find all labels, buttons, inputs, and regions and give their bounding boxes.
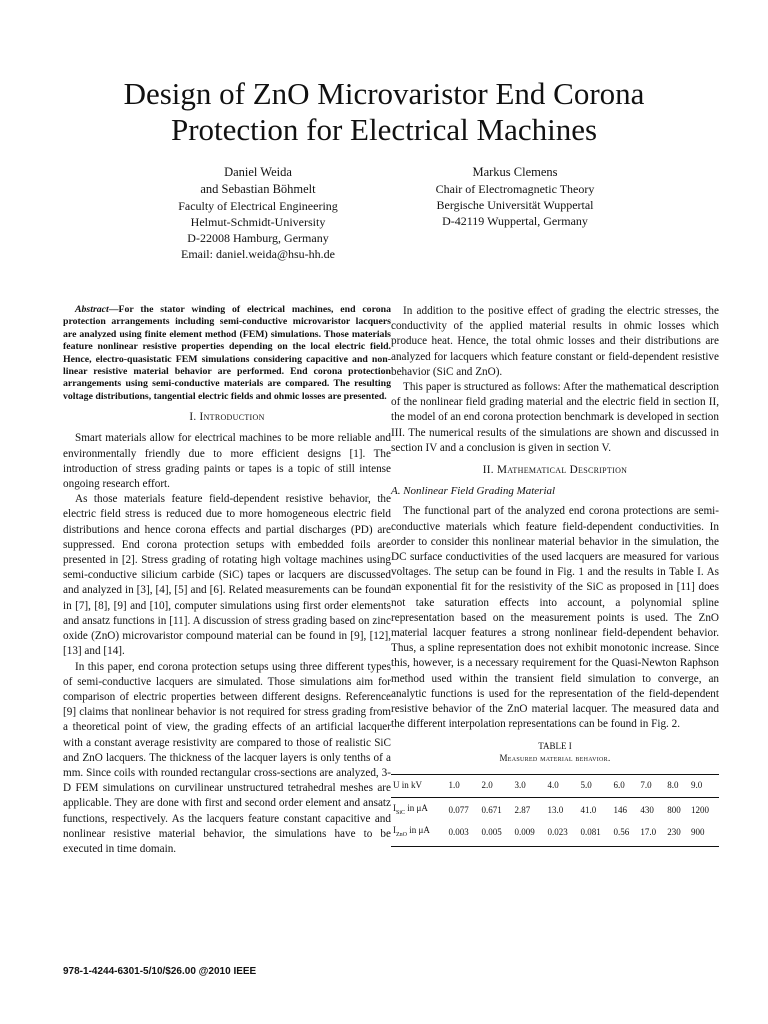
table-cell: 0.023 [546,822,579,847]
header-cell: 3.0 [513,775,546,797]
paragraph: As those materials feature field-dependent resistive behavior, the electric field stress is reduced due to more homogeneous electric field distributions and hence corona effects and partial discharges (PD) are suppressed. End corona protection setups with embedded foils are presented in [2]. Stress grading of rotating high voltage machines using semi-conductive silicium carbide (SiC) tapes or lacquers are discussed and analyzed in [3], [4], [5] and [6]. Related measurements can be found in [7], [8], [9] and [10], computer simulations using first order elements and ansatz functions in [11]. A discussion of stress grading based on zinc oxide (ZnO) microvaristor compound material can be found in [9], [12], [13] and [14]. [63,493,391,658]
affiliation: Bergische Universität Wuppertal [436,198,594,212]
right-column [391,304,719,847]
header-cell: 8.0 [665,775,689,797]
paper-title [60,76,708,148]
affiliation: Helmut-Schmidt-University [190,215,326,229]
paragraph: In addition to the positive effect of grading the electric stresses, the conductivity of the applied material results in ohmic losses which produce heat. Hence, the total ohmic losses and their distributions are analyzed for lacquers which feature constant or field-dependent resistive behavior (SiC and ZnO). [391,305,719,378]
table-cell: 1200 [690,805,709,816]
paragraph: The functional part of the analyzed end corona protections are semi-conductive materials which feature field-dependent conductivities. In order to consider this nonlinear material behavior in the simulation, the DC surface conductivities of the used lacquers are measured for various voltages. The setup can be found in Fig. 1 and the results in Table I. As an exponential fit for the resistivity of the SiC as proposed in [11] does not take saturation effects into account, a polynomial spline representation based on the measurement points is used. The ZnO material lacquer features a strong nonlinear field-dependent behavior. Thus, a spline representation does not exhibit monotonic increase. Since this, however, is a necessary requirement for the Quasi-Newton Raphson method used within the transient field simulation to converge, an analytic functions is used for the representation of the field-dependent resistive behavior of the ZnO material lacquer. The measured data and the different interpolation representations can be found in Fig. 2. [391,505,719,731]
table-cell: 13.0 [547,805,564,816]
affiliation: Faculty of Electrical Engineering [178,199,338,213]
table-cell: 430 [640,805,654,816]
abstract-label: Abstract [75,304,109,315]
paragraph: This paper is structured as follows: After the mathematical description of the nonlinear field grading material and the electric field in section II, the model of an end corona protection benchmark is developed in section III. The numerical results of the simulations are shown and discussed in section IV and a conclusion is given in section V. [391,381,719,454]
author-block-2 [395,164,635,229]
table-cell: 0.56 [611,822,638,847]
header-cell: 4.0 [546,775,579,797]
table-row [391,822,719,847]
table-title: Measured material behavior. [499,753,611,764]
table-cell: 41.0 [580,805,597,816]
abstract [63,304,391,403]
table-cell: 800 [667,805,681,816]
author-name-2: and Sebastian Böhmelt [200,182,316,196]
copyright-footer: 978-1-4244-6301-5/10/$26.00 @2010 IEEE [63,966,257,977]
title-line-2: Protection for Electrical Machines [170,112,598,147]
table-cell: 2.87 [514,805,531,816]
table-caption [391,740,719,764]
row-label: $I_{SiC}$ in μA [393,802,428,816]
header-cell: 1.0 [447,775,480,797]
abstract-text: —For the stator winding of electrical machines, end corona protection arrangements including semi-conductive microvaristor lacquers are analyzed using finite element method (FEM) simulations. Those materials feature nonlinear resistive properties depending on the local electric field. Hence, electro-quasistatic FEM simulations considering capacitive and non-linear resistive material behavior are performed. End corona protection arrangements using semi-conductive materials are compared. The resulting voltage distributions, tangential electric fields and ohmic losses are presented. [63,304,391,402]
header-cell: 6.0 [611,775,638,797]
author-name: Daniel Weida [224,165,292,179]
author-block-1 [138,164,378,262]
section-heading: II. Mathematical Description [482,464,628,477]
paragraph: In this paper, end corona protection setups using three different types of semi-conductive lacquers are simulated. Those simulations aim for comparison of electric properties between different designs. Reference [9] claims that nonlinear behavior is not required for stress grading from a theoretical point of view, the grading effects of an artificial lacquer with a constant average resistivity are compared to those of realistic SiC and ZnO lacquers. The thickness of the lacquer layers is only tenths of a mm. Since coils with rounded rectangular cross-sections are analyzed, 3-D FEM simulations on curvilinear unstructured tetrahedral meshes are applicable. They are done with first and second order element and ansatz functions, respectively. As the lacquers feature constant capacitive and nonlinear resistive material behavior, the simulations have to be executed in time domain. [63,660,391,855]
table-header-row [391,775,719,797]
header-cell: 5.0 [578,775,611,797]
table-cell: 0.671 [481,805,502,816]
table-cell: 900 [689,822,719,847]
subsection-heading: A. Nonlinear Field Grading Material [391,485,556,498]
header-cell: 2.0 [480,775,513,797]
title-line-1: Design of ZnO Microvaristor End Corona [123,76,645,111]
section-heading: I. Introduction [189,411,265,424]
header-cell: 7.0 [638,775,665,797]
measurement-table [391,774,719,846]
affiliation: D-42119 Wuppertal, Germany [442,214,588,228]
table-row [391,797,719,822]
header-cell: U in kV [391,775,447,797]
table-cell: 17.0 [638,822,665,847]
table-number: TABLE I [538,741,572,752]
affiliation: Chair of Electromagnetic Theory [435,182,595,196]
paragraph: Smart materials allow for electrical machines to be more reliable and environmentally friendly due to more efficient designs [1]. The introduction of stress grading paints or tapes is a topic of still intense ongoing research effort. [63,432,391,491]
row-label: $I_{ZnO}$ in μA [391,822,447,847]
header-cell: 9.0 [689,775,719,797]
table-cell: 0.081 [578,822,611,847]
left-column [63,304,391,857]
table-cell: 0.009 [513,822,546,847]
table-cell: 0.077 [448,805,469,816]
table-cell: 146 [613,805,627,816]
table-cell: 230 [665,822,689,847]
author-email: Email: daniel.weida@hsu-hh.de [180,247,335,261]
table-cell: 0.005 [480,822,513,847]
table-cell: 0.003 [447,822,480,847]
affiliation: D-22008 Hamburg, Germany [187,231,329,245]
author-name: Markus Clemens [472,165,558,179]
